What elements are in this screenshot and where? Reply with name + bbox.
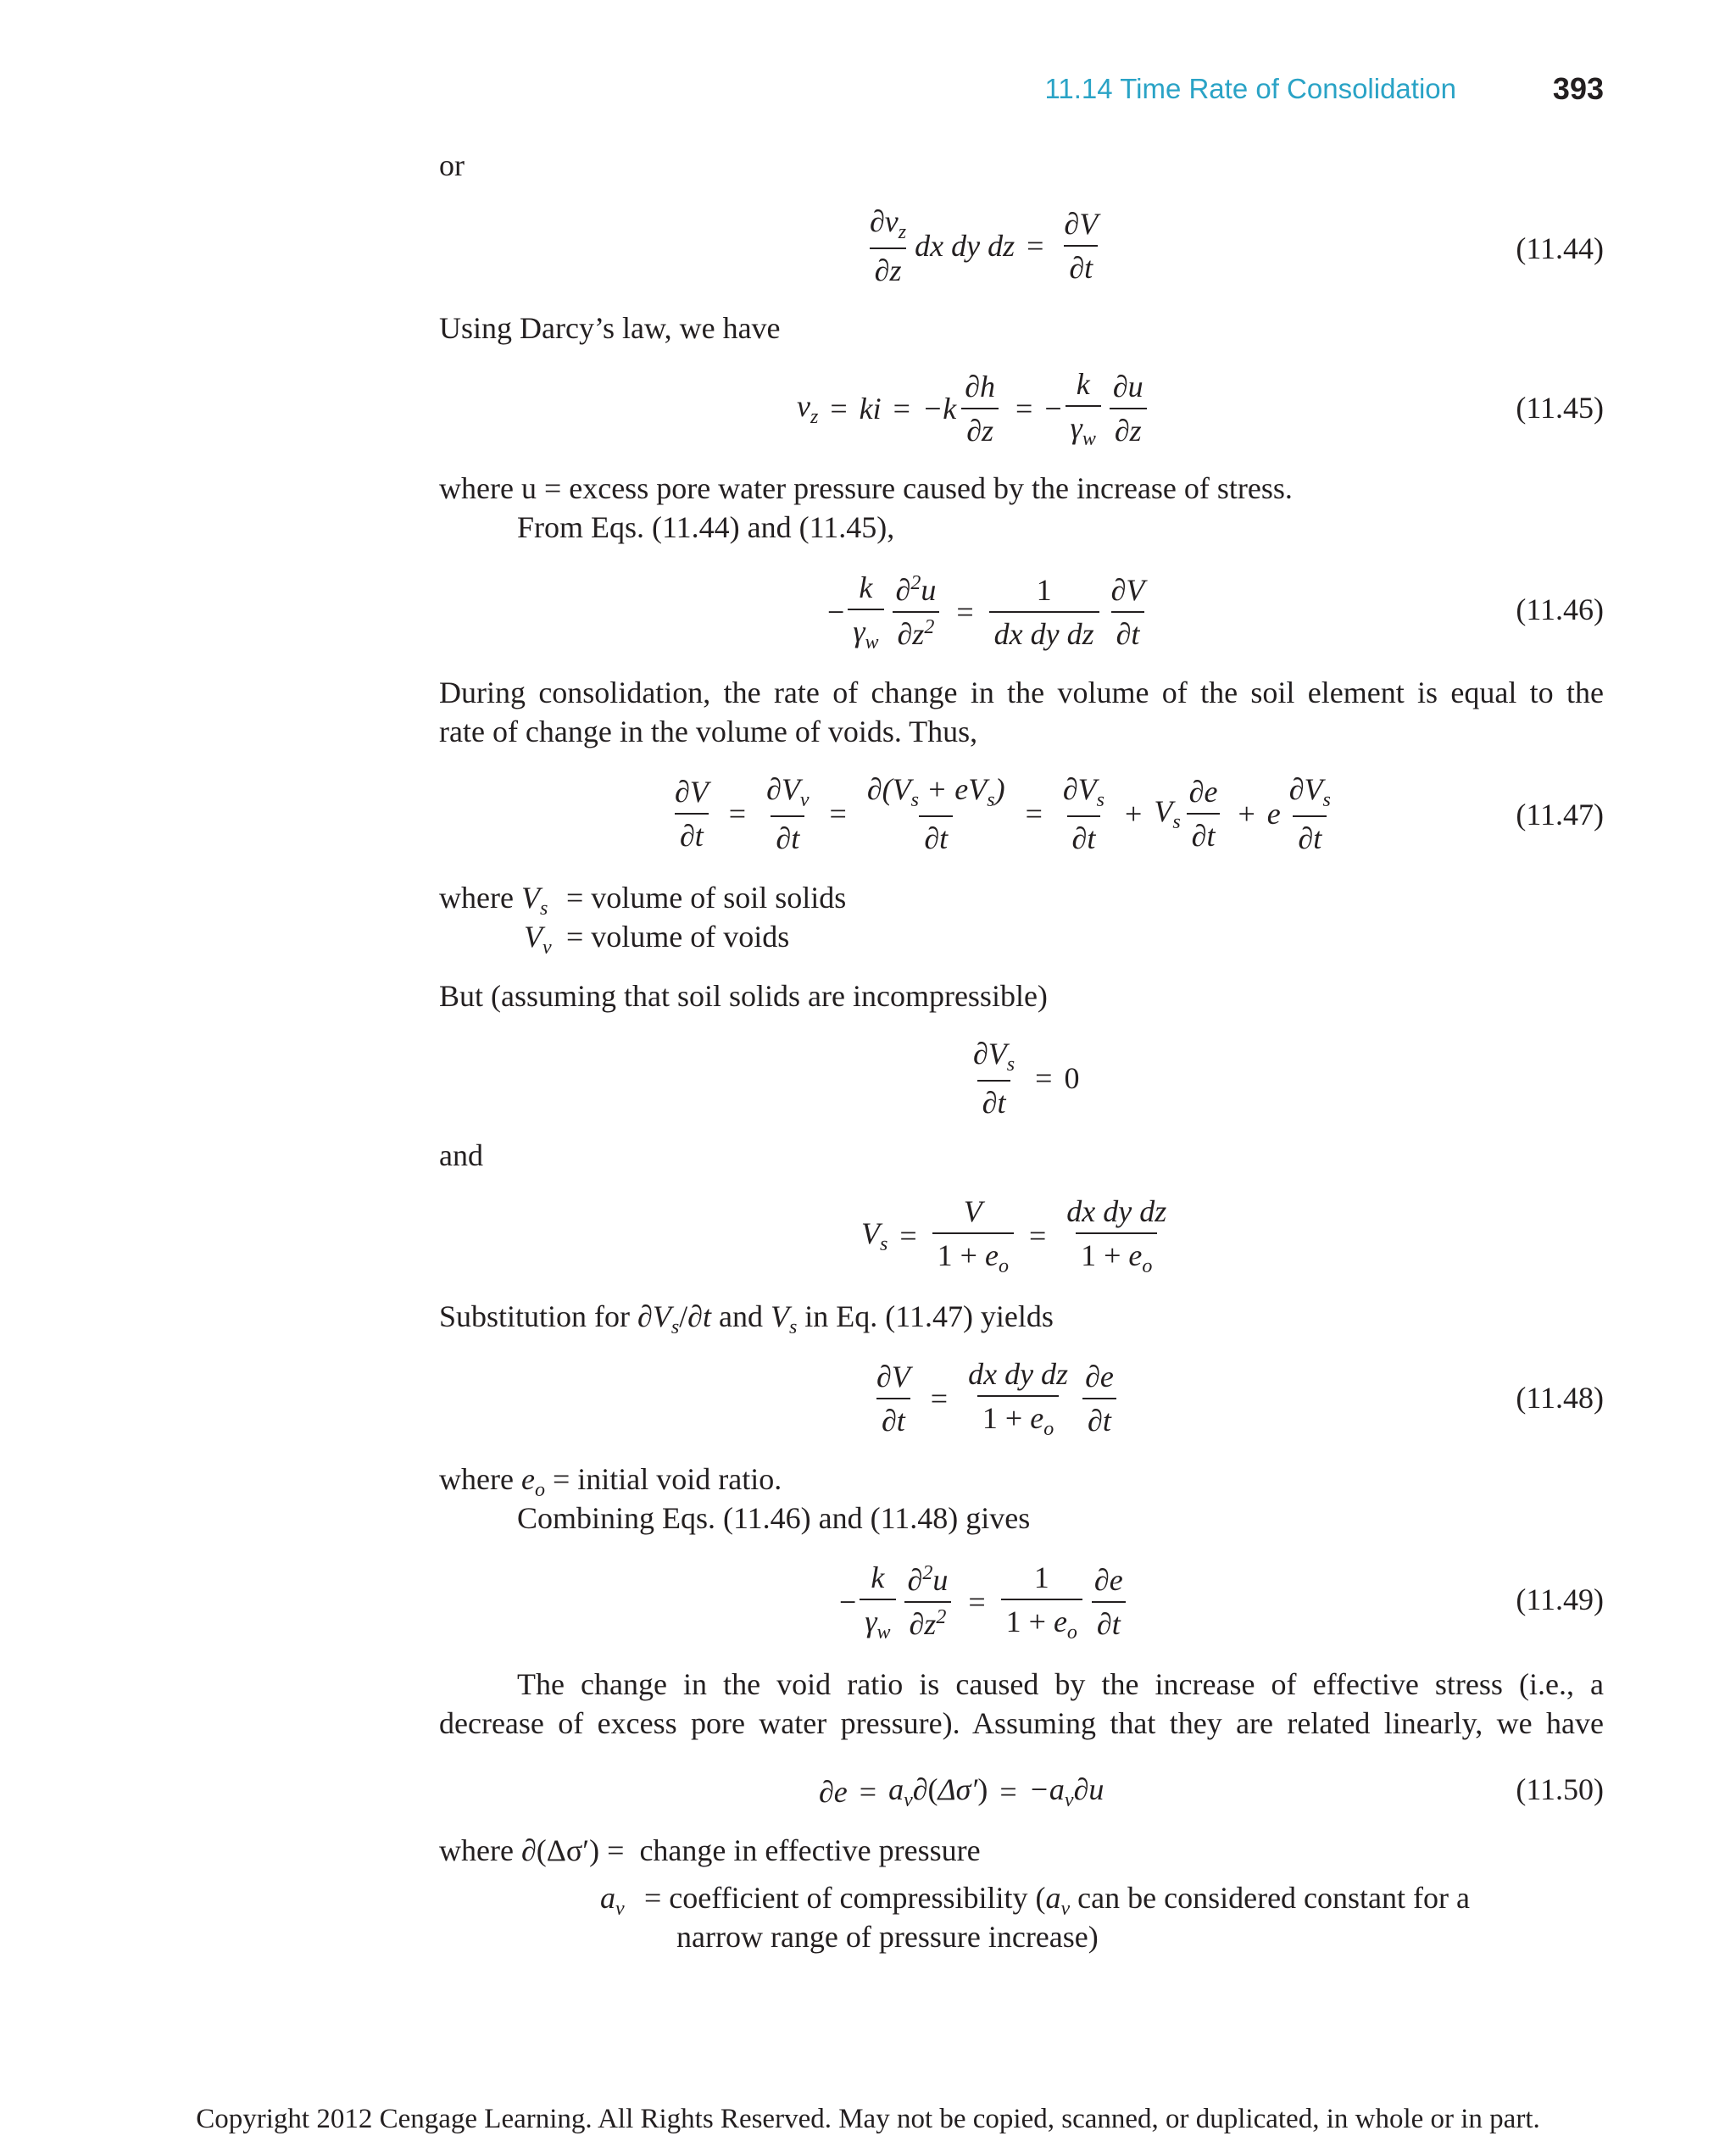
text-darcy: Using Darcy’s law, we have	[439, 311, 781, 345]
text-av-definition-cont: narrow range of pressure increase)	[676, 1920, 1099, 1954]
text-av-definition: = coefficient of compressibility ($a_v$ can be considered constant for a	[644, 1881, 1470, 1921]
text-where-eo: where $e_o$ = initial void ratio.	[439, 1462, 782, 1502]
equation-11-48: $\frac{\partial V}{\partial t}$ = $\frac{\text{dx dy dz}}{1 + e_o}$ $\frac{\partial e}{\partial t}$	[868, 1356, 1122, 1441]
text-vv-definition: = volume of voids	[566, 920, 790, 954]
text-vv-symbol: $V_v$	[524, 920, 552, 959]
text-av-symbol: $a_v$	[600, 1881, 625, 1921]
text-from-eqs: From Eqs. (11.44) and (11.45),	[517, 510, 895, 544]
page-number: 393	[1552, 71, 1604, 106]
equation-number: (11.46)	[1516, 592, 1604, 626]
equation-11-47: $\frac{\partial V}{\partial t}$ = $\frac{\partial V_v}{\partial t}$ = $\frac{\partial(V_s + eV_s)}{\partial t}$ = $\frac{\partial V_s}{\partial t}$ + $V_s$ $\frac{\partial e}{\partial t}$ + e $\frac{\partial V_s}{\partial t}$	[675, 772, 1331, 856]
paragraph-change-line1: The change in the void ratio is caused by the increase of effective stress (i.e., a	[517, 1667, 1604, 1701]
equation-number: (11.44)	[1516, 231, 1604, 265]
text-or: or	[439, 148, 465, 182]
text-but: But (assuming that soil solids are incompressible)	[439, 979, 1048, 1013]
text-where-vs: where $V_s$	[439, 881, 548, 921]
paragraph-during-line1: During consolidation, the rate of change in the volume of the soil element is equal to the	[439, 676, 1604, 709]
paragraph-change-line2: decrease of excess pore water pressure). Assuming that they are related linearly, we have	[439, 1706, 1604, 1740]
equation-11-44: $\frac{\partial v_z}{\partial z}$ dx dy dz = $\frac{\partial V}{\partial t}$	[870, 204, 1099, 288]
equation-11-45: $v_z$ = ki = −k $\frac{\partial h}{\partial z}$ = − $\frac{k}{\gamma_w}$ $\frac{\partial u}{\partial z}$	[797, 366, 1152, 451]
equation-dvs-zero: $\frac{\partial V_s}{\partial t}$ = 0	[973, 1037, 1080, 1121]
equation-11-50: ∂e = $a_v\partial(\Delta\sigma')$ = $-a_v\partial u$	[819, 1772, 1104, 1812]
paragraph-during-line2: rate of change in the volume of voids. Thus,	[439, 715, 978, 748]
text-and: and	[439, 1138, 483, 1172]
equation-vs: $V_s$ = $\frac{V}{1 + e_o}$ = $\frac{\text{dx dy dz}}{1 + e_o}$	[861, 1194, 1167, 1278]
equation-number: (11.49)	[1516, 1582, 1604, 1616]
text-where-u: where u = excess pore water pressure caused by the increase of stress.	[439, 471, 1293, 505]
equation-11-46: − $\frac{k}{\gamma_w}$ $\frac{\partial^2u}{\partial z^2}$ = $\frac{1}{\text{dx dy dz}}$ $\frac{\partial V}{\partial t}$	[827, 570, 1145, 654]
copyright-footer: Copyright 2012 Cengage Learning. All Rights Reserved. May not be copied, scanned, or duplicated, in whole or in part.	[196, 2104, 1540, 2134]
equation-11-49: − $\frac{k}{\gamma_w}$ $\frac{\partial^2u}{\partial z^2}$ = $\frac{1}{1 + e_o}$ $\frac{\partial e}{\partial t}$	[839, 1560, 1132, 1644]
text-substitution: Substitution for $\partial V_s/\partial t$ and $V_s$ in Eq. (11.47) yields	[439, 1299, 1054, 1339]
running-header-title: 11.14 Time Rate of Consolidation	[1044, 73, 1456, 104]
text-vs-definition: = volume of soil solids	[566, 881, 847, 915]
equation-number: (11.48)	[1516, 1381, 1604, 1415]
equation-number: (11.45)	[1516, 391, 1604, 425]
text-combining: Combining Eqs. (11.46) and (11.48) gives	[517, 1501, 1031, 1535]
equation-number: (11.50)	[1516, 1772, 1604, 1806]
text-where-dsigma: where ∂(Δσ′) = change in effective pressure	[439, 1833, 981, 1867]
equation-number: (11.47)	[1516, 798, 1604, 832]
